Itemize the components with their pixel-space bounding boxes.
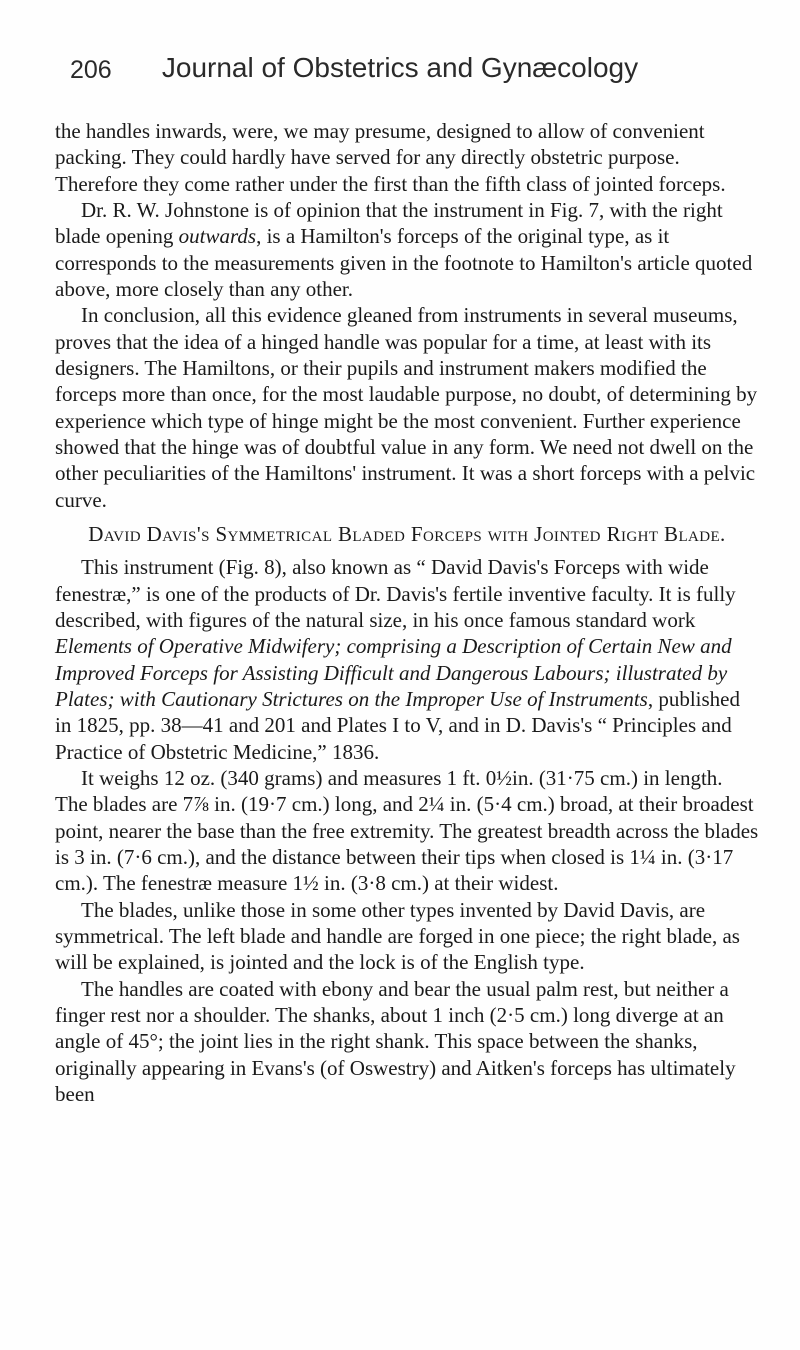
paragraph-instrument-description xyxy=(55,554,759,765)
book-title: Elements of Operative Midwifery; comprising a Description of Certain New and Improved Forceps for Assisting Difficult and Dangerous Labours; illustrated by Plates; with Cautionary Strictures on the Improper Use of Instruments xyxy=(55,634,732,711)
paragraph-conclusion: In conclusion, all this evidence gleaned from instruments in several museums, proves that the idea of a hinged handle was popular for a time, at least with its designers. The Hamiltons, or their pupils and instrument makers modified the forceps more than once, for the most laudable purpose, no doubt, of determining by experience which type of hinge might be the most convenient. Further experience showed that the hinge was of doubtful value in any form. We need not dwell on the other peculiarities of the Hamiltons' instrument. It was a short forceps with a pelvic curve. xyxy=(55,303,758,512)
paragraph-text: This instrument (Fig. 8), also known as “ David Davis's Forceps with wide fenestræ,” is one of the products of Dr. Davis's fertile inventive faculty. It is fully described, with figures of the natural size, in his once famous standard work xyxy=(55,555,736,632)
paragraph-measurements: It weighs 12 oz. (340 grams) and measures 1 ft. 0½in. (31·75 cm.) in length. The blades are 7⅞ in. (19·7 cm.) long, and 2¼ in. (5·4 cm.) broad, at their broadest point, nearer the base than the free extremity. The greatest breadth across the blades is 3 in. (7·6 cm.), and the distance between their tips when closed is 1¼ in. (3·17 cm.). The fenestræ measure 1½ in. (3·8 cm.) at their widest. xyxy=(55,765,759,896)
paragraph-text: Dr. R. W. Johnstone is of opinion that the instrument in Fig. 7, with the right blade opening xyxy=(55,198,723,249)
emphasis-text: outwards xyxy=(178,224,257,249)
paragraph-continuation: the handles inwards, were, we may presume, designed to allow of convenient packing. They could hardly have served for any directly obstetric purpose. Therefore they come rather under the first than the fifth class of jointed forceps. xyxy=(55,119,726,196)
section-heading-text: David Davis's Symmetrical Bladed Forceps with Jointed Right Blade. xyxy=(88,522,726,547)
paragraph-handles: The handles are coated with ebony and bear the usual palm rest, but neither a finger rest nor a shoulder. The shanks, about 1 inch (2·5 cm.) long diverge at an angle of 45°; the joint lies in the right shank. This space between the shanks, originally appearing in Evans's (of Oswestry) and Aitken's forceps has ultimately been xyxy=(55,976,736,1107)
page-number: 206 xyxy=(70,56,112,84)
page-header xyxy=(70,40,730,92)
paragraph-text: , is a Hamilton's forceps of the original type, as it corresponds to the measurements given in the footnote to Hamilton's article quoted above, more closely than any other. xyxy=(55,224,753,302)
section-heading xyxy=(55,521,759,548)
article-body xyxy=(55,118,759,1107)
running-head: Journal of Obstetrics and Gynæcology xyxy=(161,52,639,83)
paragraph-johnstone xyxy=(55,197,759,302)
paragraph-blades: The blades, unlike those in some other types invented by David Davis, are symmetrical. The left blade and handle are forged in one piece; the right blade, as will be explained, is jointed and the lock is of the English type. xyxy=(55,897,740,975)
paragraph-text: , published in 1825, pp. 38—41 and 201 and Plates I to V, and in D. Davis's “ Principles and Practice of Obstetric Medicine,” 1836. xyxy=(55,686,740,764)
